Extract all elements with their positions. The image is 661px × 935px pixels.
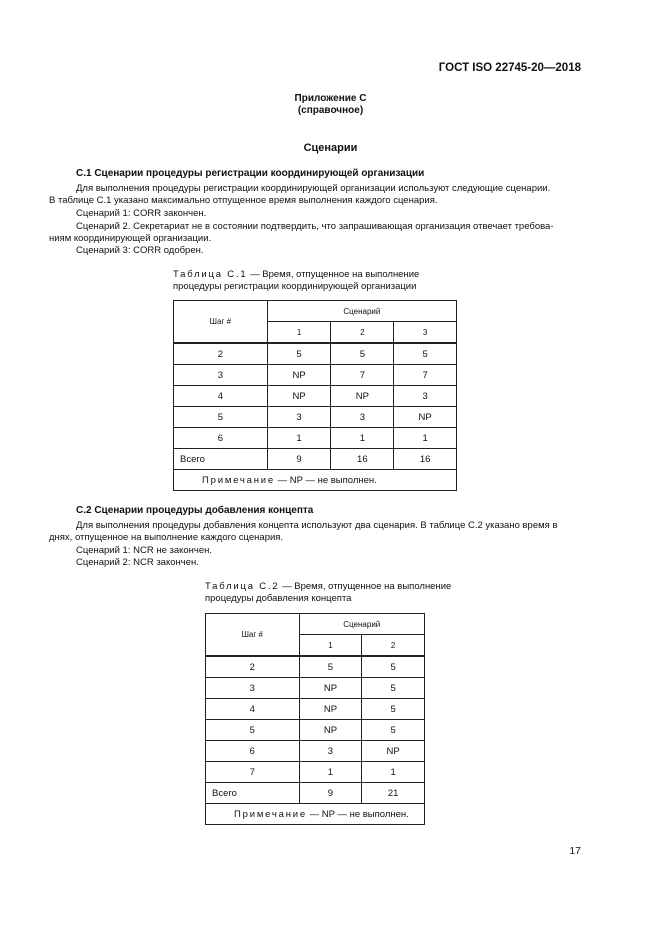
table-cell: 1: [267, 428, 331, 449]
annex-name: Приложение С: [294, 93, 367, 104]
table-cell: 5: [174, 407, 268, 428]
table2-note-text: — NP — не выполнен.: [307, 808, 409, 820]
c2-paragraph-line2: днях, отпущенное на выполнение каждого сценария.: [49, 532, 284, 543]
table-cell: 5: [362, 699, 425, 720]
annex-type: (справочное): [297, 105, 364, 116]
table-cell: 9: [299, 783, 362, 804]
table-cell: 3: [206, 678, 300, 699]
section-title: Сценарии: [303, 142, 358, 154]
table1-scenario-header: Сценарий: [267, 301, 456, 322]
table1-caption-label: Таблица С.1: [173, 269, 248, 280]
table1-col-header: 2: [331, 322, 394, 344]
table-cell: 1: [331, 428, 394, 449]
table1-col-header: 3: [394, 322, 457, 344]
table-cell: 4: [206, 699, 300, 720]
table-cell: 5: [362, 720, 425, 741]
table-cell: 5: [299, 656, 362, 678]
table2: [205, 613, 425, 825]
table-row: [206, 656, 425, 678]
table-cell: 4: [174, 386, 268, 407]
table2-col-header: 2: [362, 635, 425, 657]
table-row: [206, 699, 425, 720]
table-row: [174, 386, 457, 407]
c2-scenario-2: Сценарий 2: NCR закончен.: [76, 557, 199, 568]
table-cell: 3: [267, 407, 331, 428]
table-row: [206, 720, 425, 741]
page-number: 17: [569, 845, 581, 857]
table-row: [206, 741, 425, 762]
table-cell: NP: [267, 365, 331, 386]
table-cell: 5: [362, 656, 425, 678]
standard-header: ГОСТ ISO 22745-20—2018: [438, 62, 581, 74]
table-note-row: [174, 470, 457, 491]
table1-note-label: Примечание: [202, 474, 275, 486]
table-row: [174, 365, 457, 386]
table2-note-label: Примечание: [234, 808, 307, 820]
table-row: [174, 428, 457, 449]
table2-col-header: 1: [299, 635, 362, 657]
table-cell: 5: [331, 343, 394, 365]
table-cell: NP: [299, 678, 362, 699]
table-cell: 7: [331, 365, 394, 386]
table-cell: 1: [362, 762, 425, 783]
table-row: [174, 343, 457, 365]
table-cell: 16: [331, 449, 394, 470]
c1-paragraph-line1: Для выполнения процедуры регистрации координирующей организации используют следующие сценарии.: [76, 183, 551, 194]
c1-heading: С.1 Сценарии процедуры регистрации координирующей организации: [76, 168, 425, 179]
table-cell: NP: [331, 386, 394, 407]
table-cell: 5: [362, 678, 425, 699]
table-cell: 6: [174, 428, 268, 449]
table-cell: NP: [362, 741, 425, 762]
c1-scenario-3: Сценарий 3: CORR одобрен.: [76, 245, 204, 256]
table-cell: 2: [174, 343, 268, 365]
table1-step-header: Шаг #: [174, 301, 268, 344]
table1-note-text: — NP — не выполнен.: [275, 474, 377, 486]
table-cell-total-label: Всего: [206, 783, 300, 804]
c1-paragraph-line2: В таблице С.1 указано максимально отпущенное время выполнения каждого сценария.: [49, 195, 438, 206]
table-cell: NP: [394, 407, 457, 428]
table-row-total: [174, 449, 457, 470]
table1-caption-text: — Время, отпущенное на выполнение: [247, 269, 420, 280]
table-cell: 3: [394, 386, 457, 407]
table2-caption-label: Таблица С.2: [205, 581, 280, 592]
table-cell: 21: [362, 783, 425, 804]
table1-caption: [173, 269, 419, 293]
table-cell: 7: [206, 762, 300, 783]
table-cell: 5: [394, 343, 457, 365]
table-cell: NP: [299, 699, 362, 720]
table-cell: 9: [267, 449, 331, 470]
annex-title: [0, 93, 661, 117]
table-cell: 1: [394, 428, 457, 449]
table-cell: 2: [206, 656, 300, 678]
table-row: [206, 678, 425, 699]
table-cell: 5: [206, 720, 300, 741]
table-cell: 1: [299, 762, 362, 783]
c2-scenario-1: Сценарий 1: NCR не закончен.: [76, 545, 213, 556]
table1-note: [174, 470, 457, 491]
table2-step-header: Шаг #: [206, 614, 300, 657]
c1-scenario-2-line2: ниям координирующей организации.: [49, 233, 212, 244]
table-row: [206, 762, 425, 783]
table2-caption-line2: процедуры добавления концепта: [205, 593, 352, 604]
table-row: [174, 407, 457, 428]
table-cell: NP: [267, 386, 331, 407]
c2-paragraph-line1: Для выполнения процедуры добавления концепта используют два сценария. В таблице С.2 указано время в: [76, 520, 558, 531]
c2-heading: С.2 Сценарии процедуры добавления концепта: [76, 505, 314, 516]
table-cell: NP: [299, 720, 362, 741]
c1-scenario-2-line1: Сценарий 2. Секретариат не в состоянии подтвердить, что запрашивающая организация отвечает требова-: [76, 221, 554, 232]
table-cell: 5: [267, 343, 331, 365]
table2-scenario-header: Сценарий: [299, 614, 424, 635]
table-note-row: [206, 804, 425, 825]
table2-note: [206, 804, 425, 825]
table1-col-header: 1: [267, 322, 331, 344]
table2-caption-text: — Время, отпущенное на выполнение: [279, 581, 452, 592]
table-cell: 3: [331, 407, 394, 428]
table-cell: 6: [206, 741, 300, 762]
table2-caption: [205, 581, 451, 605]
table-cell: 3: [174, 365, 268, 386]
table-cell-total-label: Всего: [174, 449, 268, 470]
table-cell: 7: [394, 365, 457, 386]
c1-scenario-1: Сценарий 1: CORR закончен.: [76, 208, 207, 219]
table1-caption-line2: процедуры регистрации координирующей организации: [173, 281, 417, 292]
table-row-total: [206, 783, 425, 804]
table1: [173, 300, 457, 491]
table-cell: 16: [394, 449, 457, 470]
table-cell: 3: [299, 741, 362, 762]
